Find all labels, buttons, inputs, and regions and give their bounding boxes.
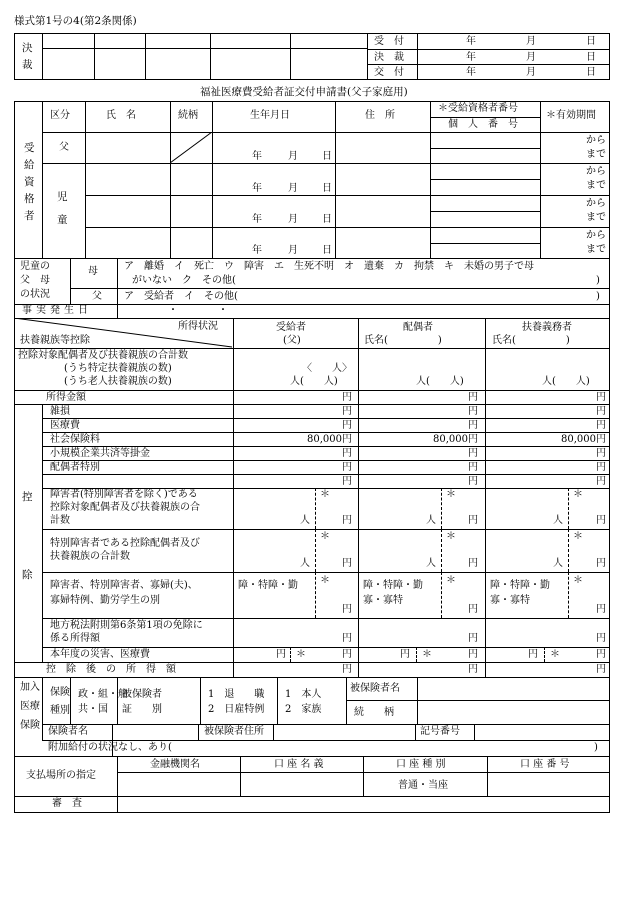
- yen-unit: 円: [342, 462, 352, 473]
- person-unit: 人: [553, 558, 563, 569]
- year-label: 年: [252, 214, 262, 225]
- col-individual-number: 個 人 番 号: [448, 119, 518, 130]
- approval-day: 日: [586, 36, 596, 47]
- approval-issued-label: 交 付: [374, 67, 404, 78]
- yen-unit: 円: [342, 406, 352, 417]
- yen-unit: 円: [468, 448, 478, 459]
- yen-unit: 円: [596, 420, 606, 431]
- child-label-1: 児: [57, 191, 68, 203]
- dependents-elderly-label: (うち老人扶養親族の数): [64, 376, 172, 387]
- mother-options-1: ア 離婚 イ 死亡 ウ 障害 エ 生死不明 オ 遺棄 カ 拘禁 キ 未婚の男子で母: [124, 261, 534, 272]
- close-paren: ): [596, 275, 600, 286]
- parents-status-label-2: 父 母: [20, 275, 50, 286]
- asterisk-mark: ＊: [446, 575, 456, 586]
- yen-unit: 円: [468, 462, 478, 473]
- approval-received-label: 受 付: [374, 36, 404, 47]
- validity-to: まで: [586, 149, 606, 160]
- col-spouse-sub: 氏名( ): [364, 335, 442, 346]
- month-label: 月: [288, 183, 298, 194]
- support-deduction-head: 扶養親族等控除: [20, 335, 90, 346]
- day-label: 日: [322, 245, 332, 256]
- yen-unit: 円: [342, 392, 352, 403]
- yen-unit: 円: [596, 558, 606, 569]
- col-kubun: 区分: [50, 110, 70, 121]
- diagonal-slash: [170, 132, 213, 164]
- yen-unit: 円: [468, 649, 478, 660]
- category-options-supporter-2: 寡・寡特: [490, 595, 530, 606]
- month-label: 月: [288, 245, 298, 256]
- special-disabled-label-1: 特別障害者である控除配偶者及び: [50, 538, 200, 549]
- deduction-item-label: 配偶者特別: [50, 462, 100, 473]
- approval-decision-label: 決 裁: [374, 52, 404, 63]
- asterisk-mark: ＊: [446, 531, 456, 542]
- approval-day: 日: [586, 67, 596, 78]
- asterisk-mark: ＊: [573, 489, 583, 500]
- disabled-label-2: 控除対象配偶者及び扶養親族の合: [50, 502, 200, 513]
- yen-unit: 円: [276, 649, 286, 660]
- yen-unit: 円: [342, 664, 352, 675]
- year-label: 年: [252, 183, 262, 194]
- mother-label: 母: [88, 266, 98, 277]
- insured-cert-label-1: 被保険者: [122, 689, 162, 700]
- yen-unit: 円: [596, 392, 606, 403]
- elderly-count: 人( 人): [542, 376, 590, 387]
- deduction-item-label: 雑損: [50, 406, 70, 417]
- yen-unit: 円: [468, 476, 478, 487]
- category-label-1: 障害者、特別障害者、寡婦(夫)、: [50, 580, 198, 591]
- extra-benefit-label: 附加給付の状況: [48, 742, 118, 753]
- self-option: 1 本人: [285, 689, 322, 700]
- yen-unit: 円: [342, 434, 352, 445]
- relation-label: 続 柄: [354, 707, 394, 718]
- form-title: 福祉医療費受給者証交付申請書(父子家庭用): [200, 86, 408, 98]
- col-birthdate: 生年月日: [250, 110, 290, 121]
- mother-options-2: がいない ク その他(: [132, 275, 236, 286]
- deduction-label-1: 控: [22, 491, 33, 503]
- validity-from: から: [586, 198, 606, 209]
- approval-month: 月: [526, 52, 536, 63]
- month-label: 月: [288, 151, 298, 162]
- insurer-name-label: 保険者名: [48, 726, 88, 737]
- yen-unit: 円: [596, 448, 606, 459]
- approval-year: 年: [466, 52, 476, 63]
- category-options-spouse-1: 障・特障・勤: [363, 580, 423, 591]
- dependents-total-label: 控除対象配偶者及び扶養親族の合計数: [18, 350, 188, 361]
- yen-unit: 円: [342, 649, 352, 660]
- category-options-spouse-2: 寡・寡特: [363, 595, 403, 606]
- yen-unit: 円: [468, 515, 478, 526]
- bank-name-label: 金融機関名: [150, 759, 200, 770]
- yen-unit: 円: [468, 633, 478, 644]
- deduction-item-label: 医療費: [50, 420, 80, 431]
- close-paren: ): [594, 742, 598, 753]
- col-name: 氏 名: [106, 110, 136, 121]
- col-spouse: 配偶者: [403, 322, 433, 333]
- social-insurance-spouse: 80,000: [433, 434, 468, 445]
- deduction-item-label: 社会保険料: [50, 434, 100, 445]
- insurance-type-options-1: 政・組・船: [78, 689, 128, 700]
- approval-label-2: 裁: [22, 59, 33, 71]
- approval-year: 年: [466, 67, 476, 78]
- yen-unit: 円: [596, 434, 606, 445]
- deduction-label-2: 除: [22, 569, 33, 581]
- extra-benefit-value: なし、あり(: [118, 742, 172, 753]
- father-row-label: 父: [59, 142, 69, 153]
- page-bottom-margin: [0, 813, 630, 903]
- col-supporter-sub: 氏名( ): [492, 335, 570, 346]
- yen-unit: 円: [342, 476, 352, 487]
- social-insurance-recipient: 80,000: [307, 434, 342, 445]
- yen-unit: 円: [596, 604, 606, 615]
- retire-option: 1 退 職: [208, 689, 265, 700]
- payment-label: 支払場所の指定: [26, 770, 96, 781]
- col-cert-number: ＊受給資格者番号: [438, 103, 518, 114]
- insured-address-label: 被保険者住所: [204, 726, 264, 737]
- validity-to: まで: [586, 180, 606, 191]
- child-label-2: 童: [57, 214, 68, 226]
- disaster-label: 本年度の災害、医療費: [50, 649, 150, 660]
- yen-unit: 円: [596, 515, 606, 526]
- yen-unit: 円: [468, 392, 478, 403]
- close-paren: ): [596, 291, 600, 302]
- yen-unit: 円: [342, 420, 352, 431]
- yen-unit: 円: [342, 448, 352, 459]
- approval-day: 日: [586, 52, 596, 63]
- insurance-side-1: 加入: [20, 682, 40, 693]
- account-name-label: 口 座 名 義: [274, 759, 324, 770]
- category-options-recipient: 障・特障・勤: [238, 580, 298, 591]
- asterisk-mark: ＊: [573, 531, 583, 542]
- account-type-label: 口 座 種 別: [396, 759, 446, 770]
- insurance-type-label-2: 種別: [50, 705, 70, 716]
- col-validity: ＊有効期間: [546, 110, 596, 121]
- approval-month: 月: [526, 67, 536, 78]
- account-type-value: 普通・当座: [398, 780, 448, 791]
- day-label: 日: [322, 214, 332, 225]
- insurance-side-2: 医療: [20, 701, 40, 712]
- yen-unit: 円: [468, 664, 478, 675]
- col-address: 住 所: [365, 110, 395, 121]
- insured-name-label: 被保険者名: [350, 683, 400, 694]
- form-number: 様式第1号の4(第2条関係): [14, 15, 137, 27]
- yen-unit: 円: [596, 664, 606, 675]
- yen-unit: 円: [400, 649, 410, 660]
- qual-section-label: 受給資格者: [24, 142, 35, 222]
- income-amount-label: 所得金額: [46, 392, 86, 403]
- local-tax-label-2: 係る所得額: [50, 633, 100, 644]
- yen-unit: 円: [342, 633, 352, 644]
- person-unit: 人: [553, 515, 563, 526]
- person-unit: 人: [426, 558, 436, 569]
- yen-unit: 円: [528, 649, 538, 660]
- father-options: ア 受給者 イ その他(: [124, 291, 238, 302]
- asterisk-mark: ＊: [422, 649, 432, 660]
- yen-unit: 円: [468, 604, 478, 615]
- col-recipient: 受給者: [276, 322, 306, 333]
- yen-unit: 円: [596, 633, 606, 644]
- special-disabled-label-2: 扶養親族の合計数: [50, 551, 130, 562]
- col-recipient-sub: (父): [283, 335, 301, 346]
- person-unit: 人: [300, 515, 310, 526]
- col-supporter: 扶養義務者: [522, 322, 572, 333]
- disabled-label-3: 計数: [50, 515, 70, 526]
- insurance-side-3: 保険: [20, 720, 40, 731]
- day-labor-option: 2 日雇特例: [208, 704, 265, 715]
- dependents-specific-label: (うち特定扶養親族の数): [64, 363, 172, 374]
- year-label: 年: [252, 151, 262, 162]
- yen-unit: 円: [596, 406, 606, 417]
- yen-unit: 円: [596, 462, 606, 473]
- validity-to: まで: [586, 244, 606, 255]
- elderly-count: 人( 人): [416, 376, 464, 387]
- asterisk-mark: ＊: [573, 575, 583, 586]
- event-date-dots: ・ ・: [168, 305, 228, 316]
- category-options-supporter-1: 障・特障・勤: [490, 580, 550, 591]
- asterisk-mark: ＊: [296, 649, 306, 660]
- validity-to: まで: [586, 212, 606, 223]
- person-unit: 人: [426, 515, 436, 526]
- insured-cert-label-2: 証 別: [122, 704, 162, 715]
- parents-status-label-1: 児童の: [20, 261, 50, 272]
- asterisk-mark: ＊: [446, 489, 456, 500]
- event-date-label: 事実発生日: [22, 305, 92, 316]
- review-label: 審 査: [52, 798, 82, 809]
- asterisk-mark: ＊: [320, 531, 330, 542]
- category-label-2: 寡婦特例、勤労学生の別: [50, 595, 160, 606]
- yen-unit: 円: [342, 515, 352, 526]
- approval-label-1: 決: [22, 42, 33, 54]
- insurance-type-label-1: 保険: [50, 687, 70, 698]
- elderly-count: 人( 人): [290, 376, 338, 387]
- approval-year: 年: [466, 36, 476, 47]
- asterisk-mark: ＊: [320, 575, 330, 586]
- day-label: 日: [322, 151, 332, 162]
- deduction-item-label: 小規模企業共済等掛金: [50, 448, 150, 459]
- yen-unit: 円: [342, 558, 352, 569]
- person-unit: 人: [300, 558, 310, 569]
- income-status-head: 所得状況: [178, 321, 218, 332]
- local-tax-label-1: 地方税法附則第6条第1項の免除に: [50, 620, 203, 631]
- year-label: 年: [252, 245, 262, 256]
- insurance-type-options-2: 共・国: [78, 704, 108, 715]
- approval-month: 月: [526, 36, 536, 47]
- col-relation: 続柄: [178, 110, 198, 121]
- yen-unit: 円: [468, 420, 478, 431]
- after-deduction-label: 控 除 後 の 所 得 額: [46, 664, 176, 675]
- yen-unit: 円: [468, 434, 478, 445]
- father-label: 父: [92, 291, 102, 302]
- symbol-number-label: 記号番号: [420, 726, 460, 737]
- yen-unit: 円: [596, 649, 606, 660]
- social-insurance-supporter: 80,000: [561, 434, 596, 445]
- validity-from: から: [586, 166, 606, 177]
- parents-status-label-3: の状況: [20, 289, 50, 300]
- validity-from: から: [586, 230, 606, 241]
- month-label: 月: [288, 214, 298, 225]
- yen-unit: 円: [468, 406, 478, 417]
- yen-unit: 円: [342, 604, 352, 615]
- specific-count: 〈 人〉: [302, 363, 352, 374]
- validity-from: から: [586, 135, 606, 146]
- day-label: 日: [322, 183, 332, 194]
- account-number-label: 口 座 番 号: [520, 759, 570, 770]
- yen-unit: 円: [468, 558, 478, 569]
- yen-unit: 円: [596, 476, 606, 487]
- family-option: 2 家族: [285, 704, 322, 715]
- asterisk-mark: ＊: [550, 649, 560, 660]
- disabled-label-1: 障害者(特別障害者を除く)である: [50, 489, 198, 500]
- asterisk-mark: ＊: [320, 489, 330, 500]
